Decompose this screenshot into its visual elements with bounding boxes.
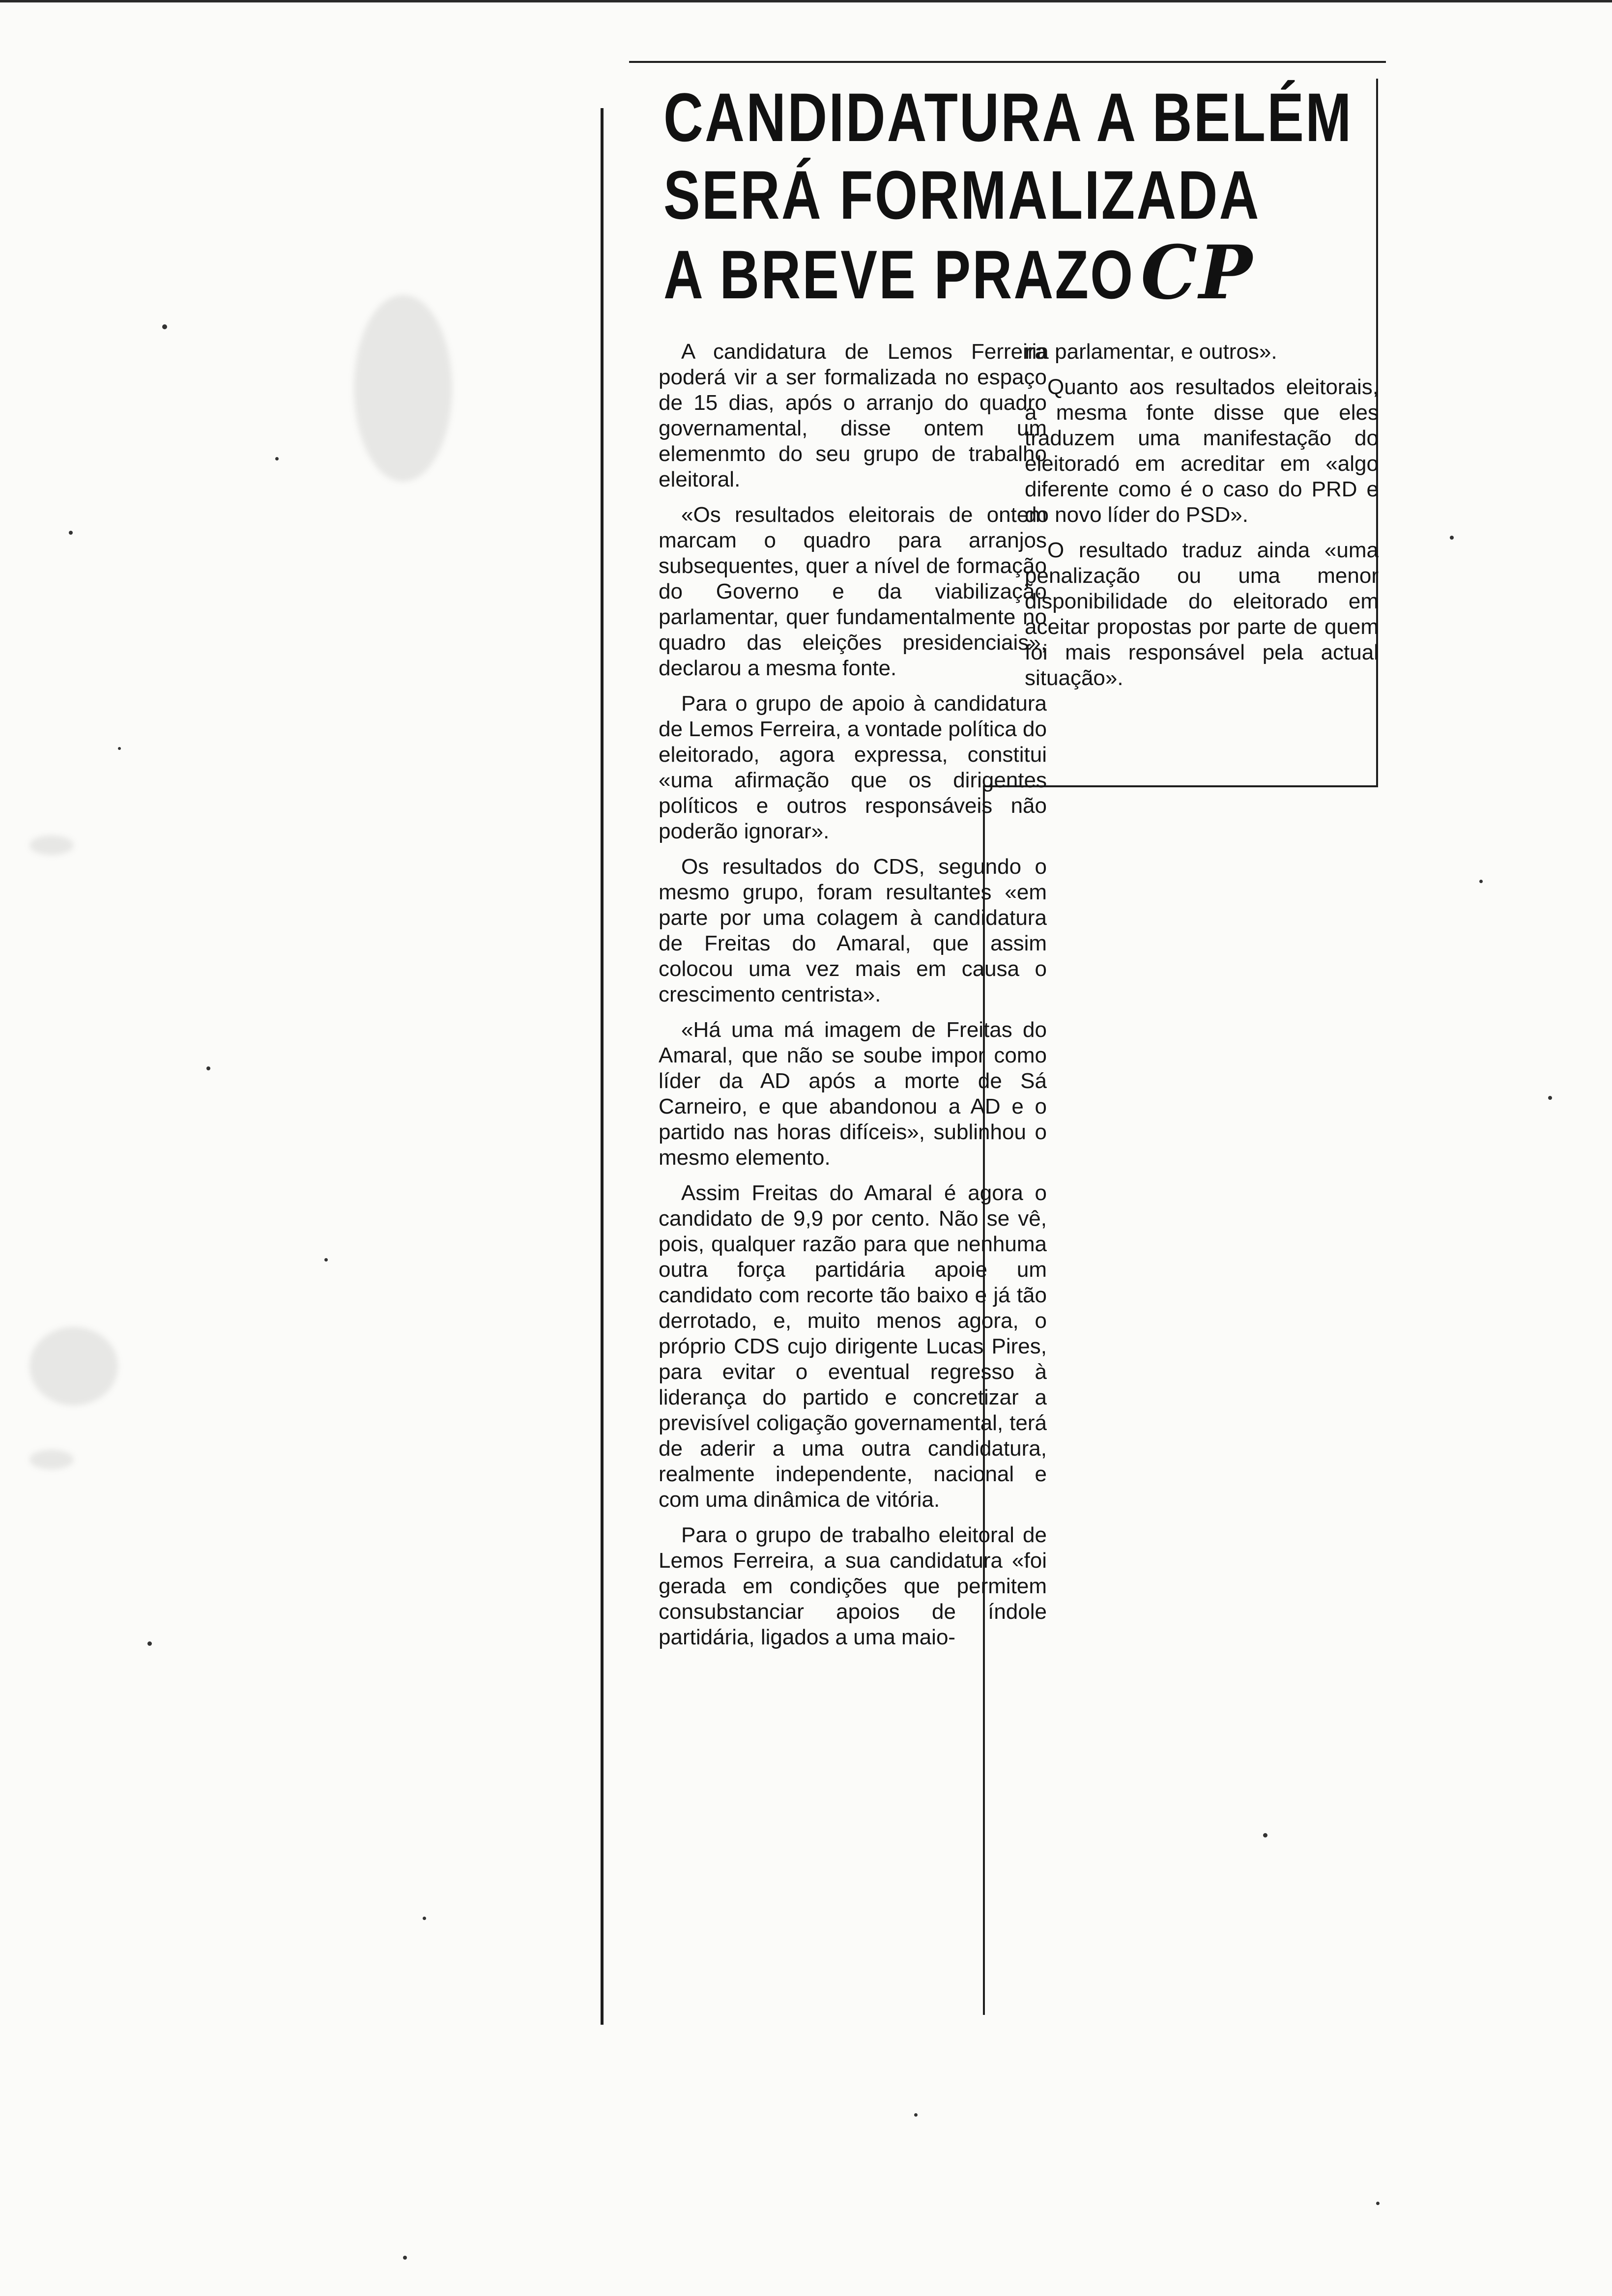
headline-line-3 (663, 230, 1254, 316)
article-headline (663, 79, 1353, 316)
headline-line-1: CANDIDATURA A BELÉM (663, 79, 1353, 156)
paragraph: «Há uma má imagem de Freitas do Amaral, que não se soube impor como líder da AD após a morte de Sá Carneiro, e que abandonou a AD e o partido nas horas difíceis», sublinhou o mesmo elemento. (659, 1018, 1047, 1170)
paragraph: Para o grupo de apoio à candidatura de Lemos Ferreira, a vontade política do eleitorado, agora expressa, constitui «uma afirmação que os dirigentes políticos e outros responsáveis não poderão ignorar». (659, 691, 1047, 843)
headline-line-3-text: A BREVE PRAZO (663, 236, 1135, 313)
paragraph: A candidatura de Lemos Ferreira poderá vir a ser formalizada no espaço de 15 dias, após o arranjo do quadro governamental, disse ontem um elemenmto do seu grupo de trabalho eleitoral. (659, 340, 1047, 491)
paragraph: Quanto aos resultados eleitorais, a mesma fonte disse que eles traduzem uma manifestação do eleitoradó em acreditar em «algo diferente como é o caso do PRD e do novo líder do PSD». (1025, 375, 1379, 527)
paragraph: Para o grupo de trabalho eleitoral de Lemos Ferreira, a sua candidatura «foi gerada em condições que permitem consubstanciar apoios de índole partidária, ligados a uma maio- (659, 1523, 1047, 1649)
article-left-column (659, 339, 1047, 1660)
paragraph: Assim Freitas do Amaral é agora o candidato de 9,9 por cento. Não se vê, pois, qualquer razão para que nenhuma outra força partidária apoie um candidato com recorte tão baixo e já tão derrotado, e, muito menos agora, o próprio CDS cujo dirigente Lucas Pires, para evitar o eventual regresso à liderança do partido e concretizar a previsível coligação governamental, terá de aderir a uma outra candidatura, realmente independente, nacional e com uma dinâmica de vitória. (659, 1181, 1047, 1512)
newspaper-clipping (560, 59, 1391, 2054)
page-top-edge (0, 0, 1612, 2)
paragraph: ria parlamentar, e outros». (1025, 340, 1277, 364)
clipping-left-edge (601, 108, 604, 2025)
headline-line-2: SERÁ FORMALIZADA (663, 156, 1261, 233)
clipping-top-edge (629, 61, 1386, 63)
paragraph: «Os resultados eleitorais de ontem marcam o quadro para arranjos subsequentes, quer a nível de formação do Governo e da viabilização parlamentar, quer fundamentalmente no quadro das eleições presidenciais», declarou a mesma fonte. (659, 503, 1047, 680)
handwritten-initials: CP (1141, 230, 1254, 316)
paragraph: Os resultados do CDS, segundo o mesmo grupo, foram resultantes «em parte por uma colagem à candidatura de Freitas do Amaral, que assim colocou uma vez mais em causa o crescimento centrista». (659, 855, 1047, 1006)
article-right-column (1025, 339, 1379, 701)
paragraph: O resultado traduz ainda «uma penalização ou uma menor disponibilidade do eleitorado em aceitar propostas por parte de quem foi mais responsável pela actual situação». (1025, 538, 1379, 690)
